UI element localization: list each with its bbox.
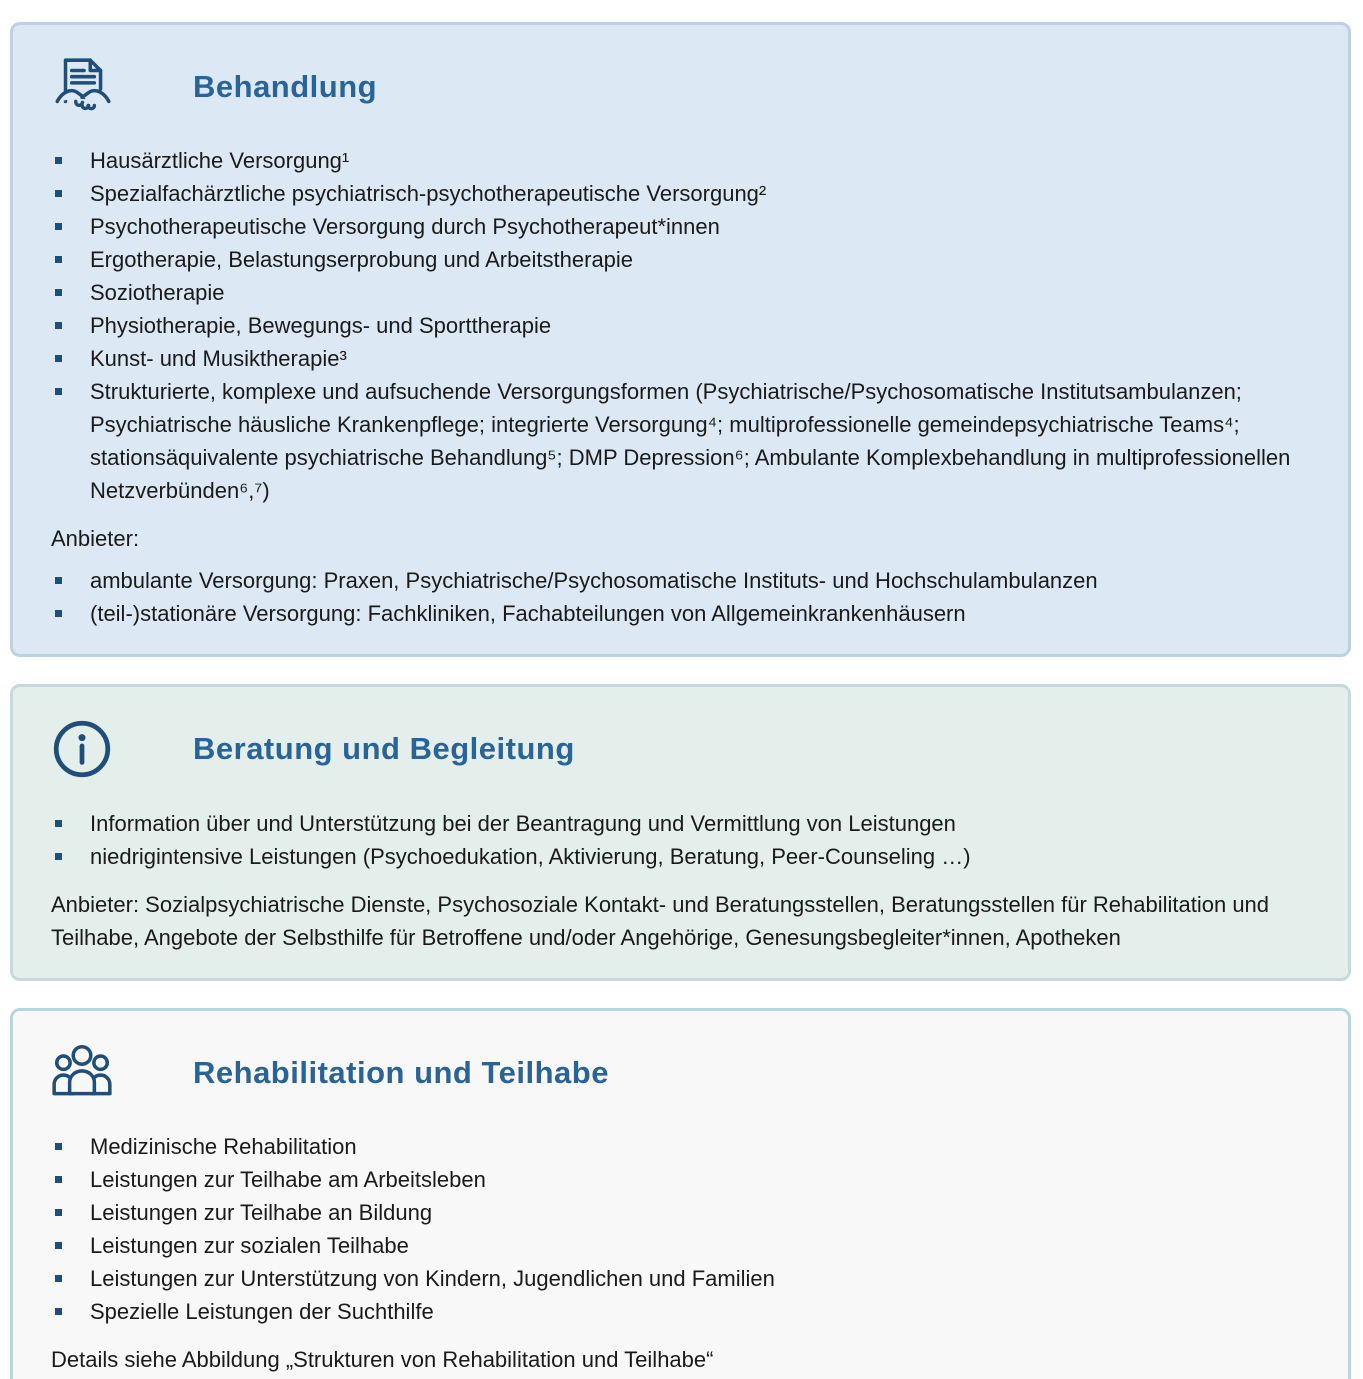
list-item-label: Spezialfachärztliche psychiatrisch-psychotherapeutische Versorgung² [90, 181, 767, 207]
list-item [55, 807, 1320, 840]
bullet-square-icon [55, 1275, 62, 1282]
list-item-label: Information über und Unterstützung bei der Beantragung und Vermittlung von Leistungen [90, 810, 956, 836]
list-item [55, 210, 1320, 243]
list-item-label: Leistungen zur sozialen Teilhabe [90, 1233, 409, 1259]
rehabilitation-details-note: Details siehe Abbildung „Strukturen von Rehabilitation und Teilhabe“ [51, 1347, 714, 1373]
list-item [55, 1163, 1320, 1196]
panel-rehabilitation [10, 1008, 1351, 1379]
list-item-label: Kunst- und Musiktherapie³ [90, 346, 347, 372]
panel-beratung-title: Beratung und Begleitung [193, 731, 575, 767]
list-item [55, 144, 1320, 177]
list-item [55, 276, 1320, 309]
list-item [55, 1130, 1320, 1163]
bullet-square-icon [55, 388, 62, 395]
list-item-label: (teil-)stationäre Versorgung: Fachkliniken, Fachabteilungen von Allgemeinkrankenhäusern [90, 601, 966, 627]
list-item-label: Spezielle Leistungen der Suchthilfe [90, 1299, 434, 1325]
panel-rehabilitation-title: Rehabilitation und Teilhabe [193, 1054, 609, 1090]
list-item-label: Physiotherapie, Bewegungs- und Sporttherapie [90, 313, 552, 339]
bullet-square-icon [55, 256, 62, 263]
info-icon [49, 716, 115, 782]
list-item [55, 597, 1320, 630]
bullet-square-icon [55, 1308, 62, 1315]
bullet-square-icon [55, 322, 62, 329]
bullet-square-icon [55, 820, 62, 827]
list-item [55, 309, 1320, 342]
bullet-square-icon [55, 853, 62, 860]
panel-rehabilitation-header [49, 1027, 1320, 1118]
bullet-square-icon [55, 190, 62, 197]
bullet-square-icon [55, 1209, 62, 1216]
list-item-label: niedrigintensive Leistungen (Psychoedukation, Aktivierung, Beratung, Peer-Counseling …) [90, 843, 971, 869]
panel-beratung-header [49, 703, 1320, 794]
rehabilitation-list [49, 1130, 1320, 1328]
bullet-square-icon [55, 355, 62, 362]
list-item [55, 564, 1320, 597]
people-group-icon [49, 1040, 115, 1106]
list-item-label: Psychotherapeutische Versorgung durch Psychotherapeut*innen [90, 214, 720, 240]
bullet-square-icon [55, 157, 62, 164]
list-item-label: Medizinische Rehabilitation [90, 1134, 357, 1160]
list-item [55, 177, 1320, 210]
list-item [55, 375, 1320, 507]
bullet-square-icon [55, 223, 62, 230]
anbieter-label: Anbieter: [51, 526, 140, 552]
panel-behandlung-title: Behandlung [193, 68, 378, 104]
list-item-label: Leistungen zur Unterstützung von Kindern, Jugendlichen und Familien [90, 1266, 775, 1292]
list-item-label: ambulante Versorgung: Praxen, Psychiatrische/Psychosomatische Instituts- und Hochschulambulanzen [90, 568, 1098, 594]
behandlung-anbieter-list [49, 564, 1320, 630]
beratung-anbieter-paragraph: Anbieter: Sozialpsychiatrische Dienste, Psychosoziale Kontakt- und Beratungsstellen, Beratungsstellen für Rehabilitation und Teilhabe, Angebote der Selbsthilfe für Betroffene und/oder Angehörige, Genesungsbegleiter*innen, Apotheken [51, 891, 1270, 950]
bullet-square-icon [55, 1176, 62, 1183]
list-item [55, 1295, 1320, 1328]
list-item [55, 1262, 1320, 1295]
panel-behandlung-header [49, 41, 1320, 132]
list-item [55, 840, 1320, 873]
list-item-label: Soziotherapie [90, 280, 225, 306]
list-item [55, 243, 1320, 276]
list-item-label: Ergotherapie, Belastungserprobung und Arbeitstherapie [90, 247, 634, 273]
list-item-label: Strukturierte, komplexe und aufsuchende Versorgungsformen (Psychiatrische/Psychosomatische Institutsambulanzen; Psychiatrische häusliche Krankenpflege; integrierte Versorgung⁴; multiprofessionelle gemeindepsychiatrische Teams⁴; stationsäquivalente psychiatrische Behandlung⁵; DMP Depression⁶; Ambulante Komplexbehandlung in multiprofessionellen Netzverbünden⁶,⁷) [90, 379, 1291, 504]
panel-beratung [10, 684, 1351, 980]
list-item [55, 1229, 1320, 1262]
panel-behandlung [10, 22, 1351, 657]
bullet-square-icon [55, 577, 62, 584]
list-item-label: Leistungen zur Teilhabe am Arbeitsleben [90, 1167, 486, 1193]
beratung-list [49, 807, 1320, 873]
list-item [55, 1196, 1320, 1229]
list-item-label: Hausärztliche Versorgung¹ [90, 148, 350, 174]
bullet-square-icon [55, 289, 62, 296]
bullet-square-icon [55, 1242, 62, 1249]
bullet-square-icon [55, 610, 62, 617]
bullet-square-icon [55, 1143, 62, 1150]
document-handshake-icon [49, 54, 115, 120]
list-item-label: Leistungen zur Teilhabe an Bildung [90, 1200, 433, 1226]
behandlung-list [49, 144, 1320, 507]
list-item [55, 342, 1320, 375]
